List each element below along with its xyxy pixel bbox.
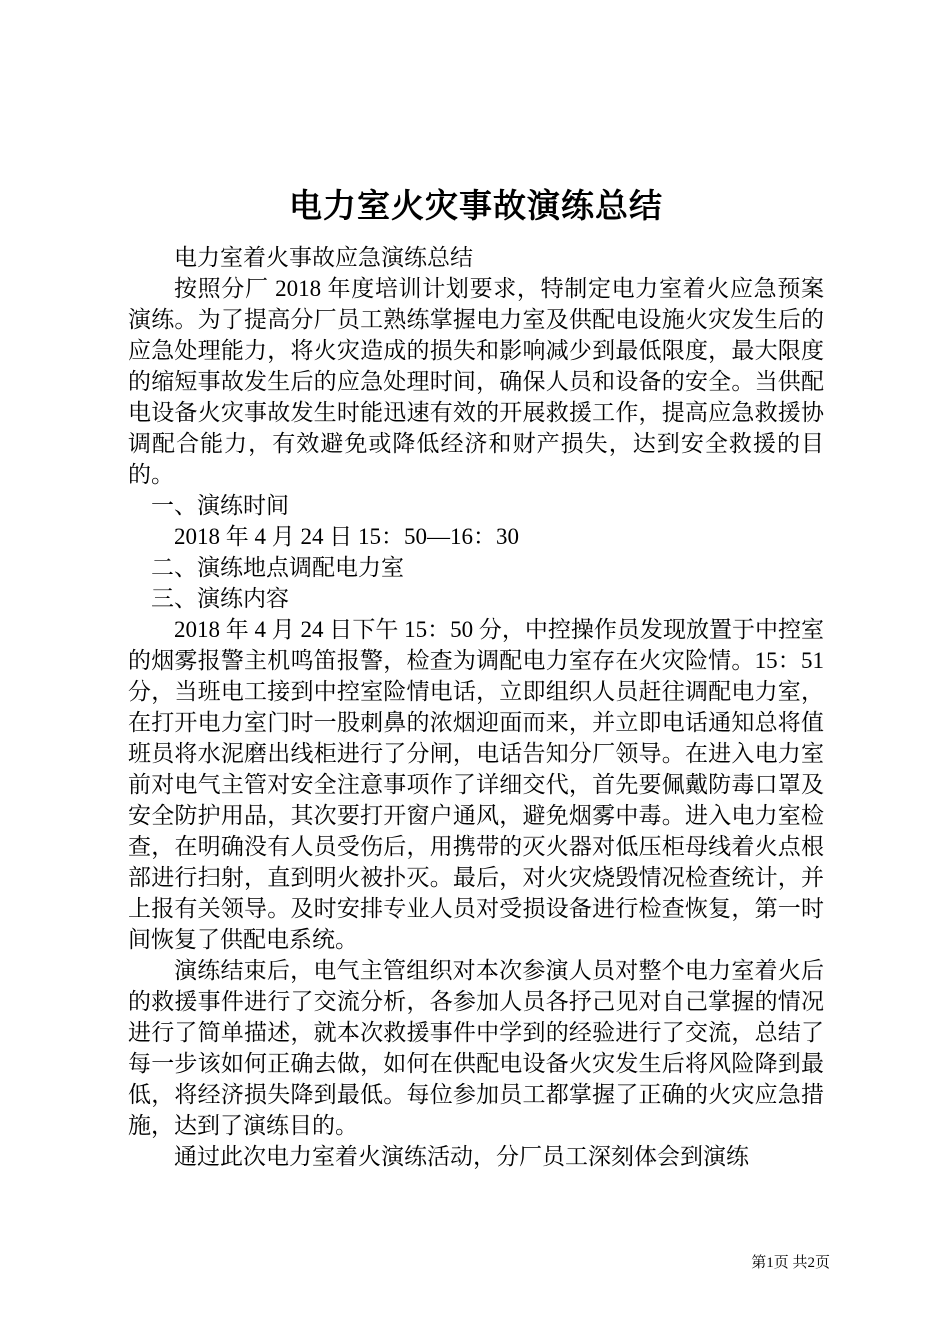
paragraph: 2018 年 4 月 24 日 15：50—16：30 bbox=[174, 524, 519, 549]
paragraph: 通过此次电力室着火演练活动，分厂员工深刻体会到演练 bbox=[174, 1144, 749, 1169]
paragraph: 演练结束后，电气主管组织对本次参演人员对整个电力室着火后的救援事件进行了交流分析，各参加人员各抒己见对自己掌握的情况进行了简单描述，就本次救援事件中学到的经验进行了交流，总结了每一步该如何正确去做，如何在供配电设备火灾发生后将风险降到最低，将经济损失降到最低。每位参加员工都掌握了正确的火灾应急措施，达到了演练目的。 bbox=[128, 958, 824, 1138]
section-heading: 二、演练地点调配电力室 bbox=[151, 555, 404, 580]
document-title: 电力室火灾事故演练总结 bbox=[289, 189, 663, 225]
section-heading: 一、演练时间 bbox=[151, 493, 289, 518]
paragraph: 2018 年 4 月 24 日下午 15：50 分，中控操作员发现放置于中控室的烟雾报警主机鸣笛报警，检查为调配电力室存在火灾险情。15：51 分，当班电工接到中控室险情电话，立即组织人员赶往调配电力室，在打开电力室门时一股刺鼻的浓烟迎面而来，并立即电话通知总将值班员将水泥磨出线柜进行了分闸，电话告知分厂领导。在进入电力室前对电气主管对安全注意事项作了详细交代，首先要佩戴防毒口罩及安全防护用品，其次要打开窗户通风，避免烟雾中毒。进入电力室检查，在明确没有人员受伤后，用携带的灭火器对低压柜母线着火点根部进行扫射，直到明火被扑灭。最后，对火灾烧毁情况检查统计，并上报有关领导。及时安排专业人员对受损设备进行检查恢复，第一时间恢复了供配电系统。 bbox=[128, 617, 824, 952]
section-heading: 三、演练内容 bbox=[151, 586, 289, 611]
paragraph: 电力室着火事故应急演练总结 bbox=[174, 245, 473, 270]
document-content bbox=[128, 186, 824, 1172]
page-number: 第1页 共2页 bbox=[751, 1255, 830, 1271]
paragraph: 按照分厂 2018 年度培训计划要求，特制定电力室着火应急预案演练。为了提高分厂员工熟练掌握电力室及供配电设施火灾发生后的应急处理能力，将火灾造成的损失和影响减少到最低限度，最大限度的缩短事故发生后的应急处理时间，确保人员和设备的安全。当供配电设备火灾事故发生时能迅速有效的开展救援工作，提高应急救援协调配合能力，有效避免或降低经济和财产损失，达到安全救援的目的。 bbox=[128, 276, 824, 487]
